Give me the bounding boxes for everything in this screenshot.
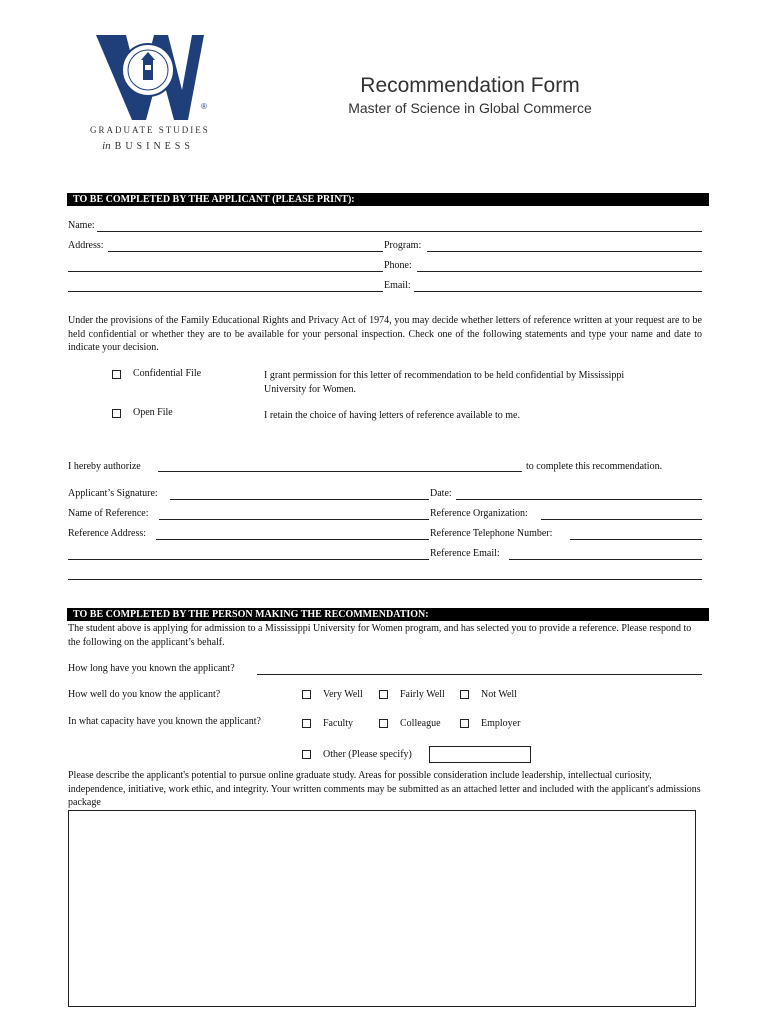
- ref-phone-label: Reference Telephone Number:: [430, 528, 553, 539]
- open-file-label: Open File: [133, 407, 173, 418]
- signature-field[interactable]: [170, 499, 429, 500]
- colleague-checkbox[interactable]: [379, 719, 388, 728]
- not-well-label: Not Well: [481, 689, 517, 700]
- faculty-checkbox[interactable]: [302, 719, 311, 728]
- ref-address-field-line2[interactable]: [68, 559, 429, 560]
- how-well-label: How well do you know the applicant?: [68, 689, 221, 700]
- capacity-label: In what capacity have you known the applicant?: [68, 716, 261, 727]
- describe-instructions: Please describe the applicant's potential to pursue online graduate study. Areas for possible consideration include leadership, intellectual curiosity, independence, initiative, work ethic, and integrity. Your written comments may be submitted as an attached letter and included with the applicant's admissions package: [68, 770, 701, 808]
- logo: [88, 30, 208, 160]
- program-field[interactable]: [427, 251, 702, 252]
- how-long-label: How long have you known the applicant?: [68, 663, 235, 674]
- logo-line1: GRADUATE STUDIES: [90, 125, 210, 135]
- very-well-checkbox[interactable]: [302, 690, 311, 699]
- page-subtitle: Master of Science in Global Commerce: [348, 100, 592, 116]
- ref-name-field[interactable]: [159, 519, 429, 520]
- ferpa-statement: Under the provisions of the Family Educational Rights and Privacy Act of 1974, you may decide whether letters of reference written at your request are to be held confidential or whether they are to be available for your personal inspection. Check one of the following statements and type your name and date to indicate your decision.: [68, 315, 702, 353]
- page-title: Recommendation Form: [360, 74, 580, 97]
- open-file-checkbox[interactable]: [112, 409, 121, 418]
- faculty-label: Faculty: [323, 718, 353, 729]
- fairly-well-checkbox[interactable]: [379, 690, 388, 699]
- name-field[interactable]: [97, 231, 702, 232]
- employer-label: Employer: [481, 718, 521, 729]
- how-long-field[interactable]: [257, 674, 702, 675]
- ref-org-field[interactable]: [541, 519, 702, 520]
- colleague-label: Colleague: [400, 718, 441, 729]
- ref-name-label: Name of Reference:: [68, 508, 149, 519]
- date-field[interactable]: [456, 499, 702, 500]
- applicant-section-heading: TO BE COMPLETED BY THE APPLICANT (PLEASE PRINT):: [67, 193, 709, 206]
- signature-label: Applicant’s Signature:: [68, 488, 158, 499]
- other-checkbox[interactable]: [302, 750, 311, 759]
- address-label: Address:: [68, 240, 104, 251]
- email-label: Email:: [384, 280, 411, 291]
- address-field-line3[interactable]: [68, 291, 383, 292]
- logo-line2-word: BUSINESS: [114, 141, 194, 152]
- recommender-section-heading: TO BE COMPLETED BY THE PERSON MAKING THE RECOMMENDATION:: [67, 608, 709, 621]
- not-well-checkbox[interactable]: [460, 690, 469, 699]
- other-label: Other (Please specify): [323, 749, 412, 760]
- confidential-file-text: I grant permission for this letter of recommendation to be held confidential by Mississippi University for Women.: [264, 370, 625, 395]
- open-file-text: I retain the choice of having letters of reference available to me.: [264, 410, 520, 421]
- ref-phone-field[interactable]: [570, 539, 702, 540]
- ref-org-label: Reference Organization:: [430, 508, 528, 519]
- name-label: Name:: [68, 220, 95, 231]
- program-label: Program:: [384, 240, 422, 251]
- logo-line2: [90, 140, 206, 152]
- very-well-label: Very Well: [323, 689, 363, 700]
- phone-field[interactable]: [417, 271, 702, 272]
- ref-address-field-line1[interactable]: [156, 539, 429, 540]
- ref-address-field-line3[interactable]: [68, 579, 702, 580]
- logo-line2-prefix: in: [102, 140, 111, 152]
- confidential-file-checkbox[interactable]: [112, 370, 121, 379]
- other-specify-input[interactable]: [429, 746, 531, 763]
- address-field-line1[interactable]: [108, 251, 383, 252]
- authorize-field[interactable]: [158, 471, 522, 472]
- comments-textarea[interactable]: [68, 810, 696, 1007]
- ref-email-field[interactable]: [509, 559, 702, 560]
- registered-mark: ®: [201, 102, 207, 111]
- ref-email-label: Reference Email:: [430, 548, 500, 559]
- email-field[interactable]: [414, 291, 702, 292]
- confidential-file-label: Confidential File: [133, 368, 202, 379]
- employer-checkbox[interactable]: [460, 719, 469, 728]
- authorize-prefix: I hereby authorize: [68, 461, 141, 472]
- date-label: Date:: [430, 488, 452, 499]
- fairly-well-label: Fairly Well: [400, 689, 445, 700]
- address-field-line2[interactable]: [68, 271, 383, 272]
- university-logo-icon: [88, 30, 208, 125]
- recommender-intro: The student above is applying for admission to a Mississippi University for Women program, and has selected you to provide a reference. Please respond to the following on the applicant’s behalf.: [68, 623, 692, 648]
- authorize-suffix: to complete this recommendation.: [526, 461, 663, 472]
- phone-label: Phone:: [384, 260, 412, 271]
- ref-address-label: Reference Address:: [68, 528, 147, 539]
